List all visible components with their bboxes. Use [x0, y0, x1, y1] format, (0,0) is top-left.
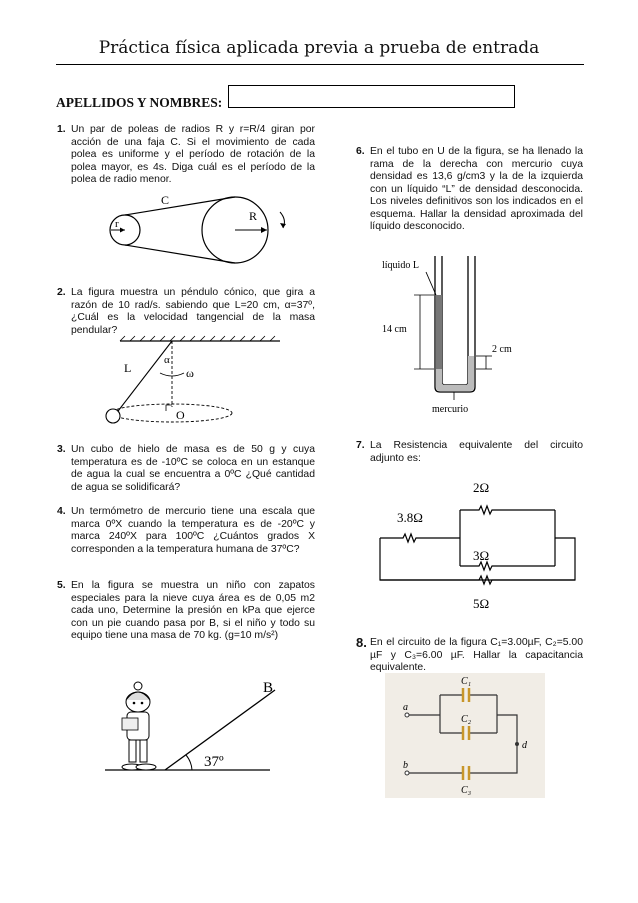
- question-text: Un par de poleas de radios R y r=R/4 giran por acción de una faja C. Si el movimiento de cada polea es uniforme y el período de rotación de la polea mayor, es 4s. Diga cuál es el período de la polea de radio menor.: [71, 124, 315, 185]
- label-R: R: [249, 209, 258, 223]
- question-text: En la figura se muestra un niño con zapatos especiales para la nieve cuya área es de 0,05 m2 cada uno, Determine la presión en kPa que ejerce con un pie cuando pasa por B, si el niño y todo su equipo tiene una masa de 70 kg. (g=10 m/s²): [71, 580, 315, 641]
- label-r: r: [115, 218, 119, 230]
- question-number: 1.: [57, 124, 66, 135]
- question-text: En el tubo en U de la figura, se ha llenado la rama de la derecha con mercurio cuya densidad es 13,6 g/cm3 y la de la izquierda con un líquido “L” de densidad desconocida. Los niveles definitivos son los indicados en el esquema. Hallar la densidad aproximada del líquido desconocido.: [370, 146, 583, 232]
- label-angle: 37º: [204, 754, 224, 770]
- label-alpha: α: [164, 354, 170, 366]
- question-2: [57, 287, 315, 337]
- label-O: O: [176, 408, 185, 422]
- label-c: C: [161, 193, 170, 207]
- child-incline-figure: [100, 680, 310, 780]
- question-3: [57, 444, 315, 494]
- label-B: B: [263, 680, 274, 696]
- question-text: La Resistencia equivalente del circuito adjunto es:: [370, 440, 583, 464]
- resistor-label-3: 3Ω: [473, 548, 490, 563]
- pendulum-mass: [106, 409, 120, 423]
- name-label: APELLIDOS Y NOMBRES:: [56, 95, 223, 110]
- question-1: [57, 124, 315, 187]
- u-tube-figure: [380, 252, 530, 417]
- question-4: [57, 506, 315, 556]
- label-mercury: mercurio: [432, 404, 469, 415]
- question-number: 5.: [57, 580, 66, 591]
- question-6: [356, 146, 583, 234]
- resistor-circuit-figure: [375, 478, 585, 618]
- question-number: 2.: [57, 287, 66, 298]
- figure-background: [385, 673, 545, 798]
- question-8: [356, 637, 583, 675]
- title-underline: [56, 64, 584, 65]
- question-number: 8.: [356, 635, 367, 650]
- label-liquid: líquido L: [382, 260, 419, 271]
- page-title: Práctica física aplicada previa a prueba de entrada: [98, 38, 540, 58]
- question-number: 3.: [57, 444, 66, 455]
- label-omega: ω: [186, 366, 194, 380]
- question-number: 4.: [57, 506, 66, 517]
- node-label-b: b: [403, 760, 408, 771]
- question-number: 7.: [356, 440, 365, 451]
- label-L: L: [124, 361, 132, 375]
- question-text: Un termómetro de mercurio tiene una escala que marca 0ºX cuando la temperatura es de -20ºC y marca 240ºX para 100ºC ¿Cuántos grados X corresponden a la temperatura humana de 37ºC?: [71, 506, 315, 555]
- child-icon: [122, 682, 156, 770]
- cap-label-c2: C₂: [461, 714, 472, 725]
- question-5: [57, 580, 315, 643]
- label-14cm: 14 cm: [382, 324, 407, 335]
- cap-label-c1: C₁: [461, 676, 472, 687]
- node-label-a: a: [403, 702, 408, 713]
- resistor-label-5: 5Ω: [473, 596, 490, 611]
- resistor-label-2: 2Ω: [473, 480, 490, 495]
- question-text: Un cubo de hielo de masa es de 50 g y cuya temperatura es de -10ºC se coloca en un estanque de agua la cual se encuentra a 0ºC ¿Qué cantidad de agua se solidificará?: [71, 444, 315, 493]
- capacitor-circuit-figure: [385, 673, 545, 798]
- conical-pendulum-figure: [100, 335, 305, 430]
- question-text: La figura muestra un péndulo cónico, que gira a razón de 10 rad/s. sabiendo que L=20 cm, α=37º, ¿Cuál es la velocidad tangencial de la masa pendular?: [71, 287, 315, 336]
- liquid-l-column: [436, 295, 442, 369]
- node-label-d: d: [522, 740, 527, 751]
- cap-label-c3: C₃: [461, 785, 472, 796]
- question-text: En el circuito de la figura C₁=3.00µF, C₂=5.00 µF y C₃=6.00 µF. Hallar la capacitancia equivalente.: [370, 637, 583, 673]
- label-2cm: 2 cm: [492, 344, 512, 355]
- question-7: [356, 440, 583, 465]
- name-input-box[interactable]: [228, 85, 515, 108]
- pulley-figure: [95, 190, 305, 270]
- question-number: 6.: [356, 146, 365, 157]
- resistor-label-3-8: 3.8Ω: [397, 510, 423, 525]
